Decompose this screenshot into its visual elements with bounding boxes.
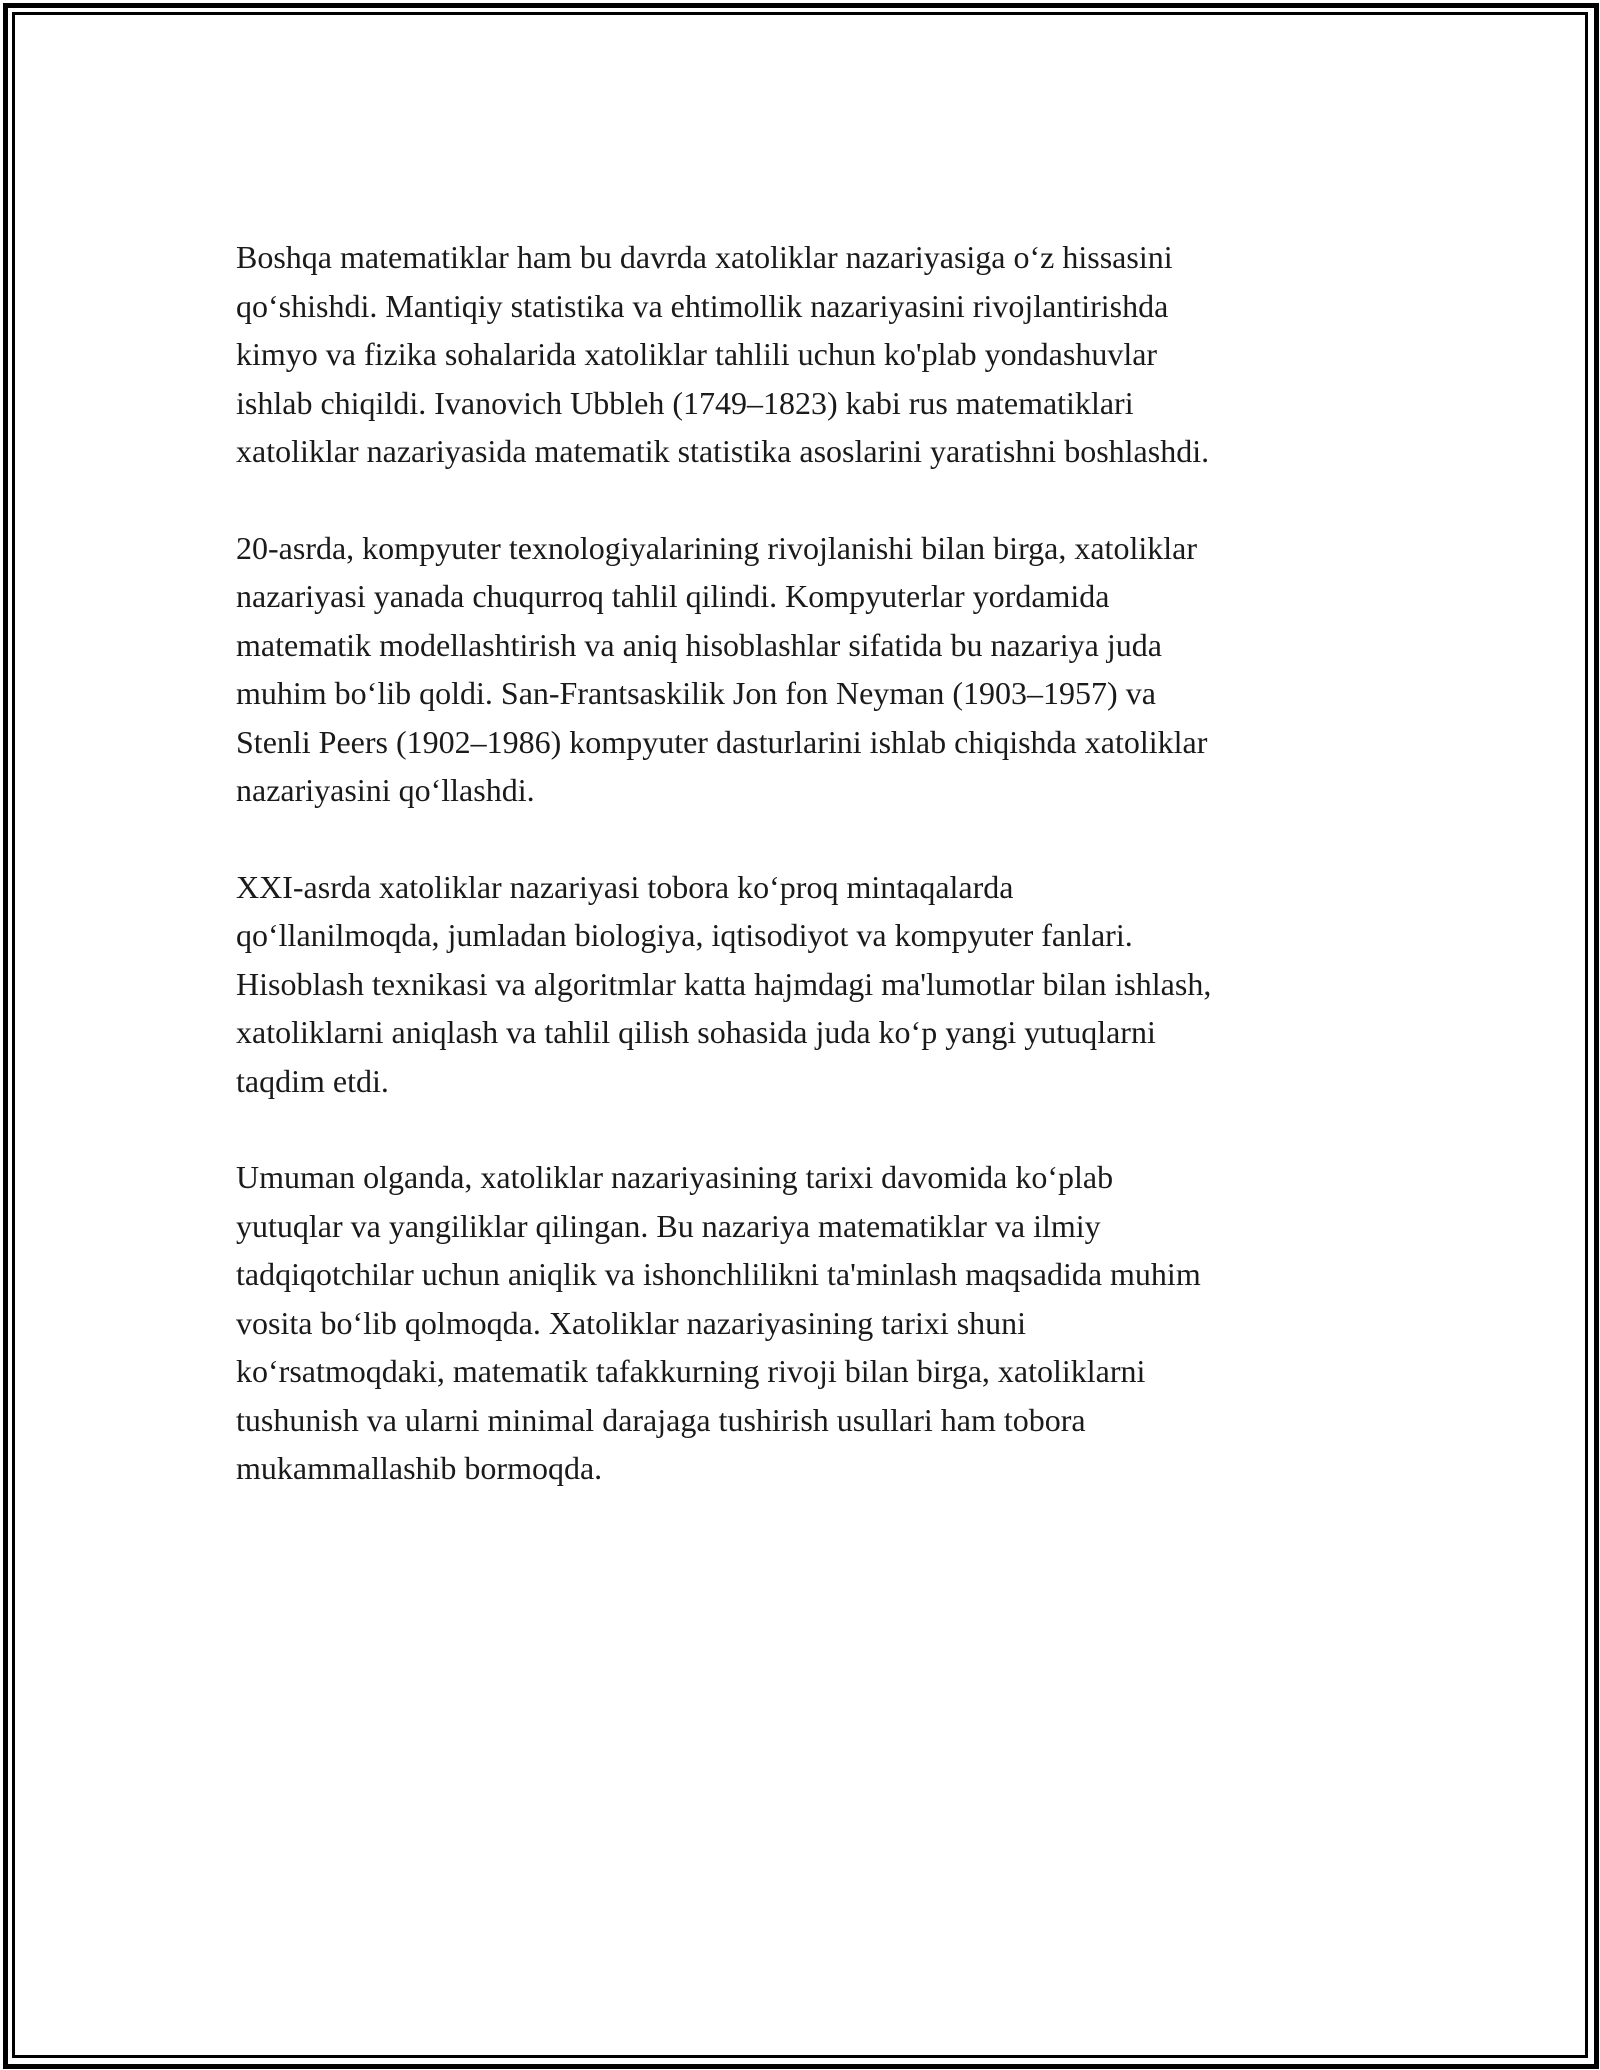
paragraph-1: Boshqa matematiklar ham bu davrda xatoliklar nazariyasiga o‘z hissasini qo‘shishdi. Mantiqiy statistika va ehtimollik nazariyasini rivojlantirishda kimyo va fizika sohalarida xatoliklar tahlili uchun ko'plab yondashuvlar ishlab chiqildi. Ivanovich Ubbleh (1749–1823) kabi rus matematiklari xatoliklar nazariyasida matematik statistika asoslarini yaratishni boshlashdi. [236,239,1210,469]
paragraph-4: Umuman olganda, xatoliklar nazariyasining tarixi davomida ko‘plab yutuqlar va yangiliklar qilingan. Bu nazariya matematiklar va ilmiy tadqiqotchilar uchun aniqlik va ishonchlilikni ta'minlash maqsadida muhim vosita bo‘lib qolmoqda. Xatoliklar nazariyasining tarixi shuni ko‘rsatmoqdaki, matematik tafakkurning rivoji bilan birga, xatoliklarni tushunish va ularni minimal darajaga tushirish usullari ham tobora mukammallashib bormoqda. [236,1159,1201,1486]
paragraph-2: 20-asrda, kompyuter texnologiyalarining rivojlanishi bilan birga, xatoliklar nazariyasi yanada chuqurroq tahlil qilindi. Kompyuterlar yordamida matematik modellashtirish va aniq hisoblashlar sifatida bu nazariya juda muhim bo‘lib qoldi. San-Frantsaskilik Jon fon Neyman (1903–1957) va Stenli Peers (1902–1986) kompyuter dasturlarini ishlab chiqishda xatoliklar nazariyasini qo‘llashdi. [236,529,1208,808]
document-body [236,233,1396,1541]
paragraph-3: XXI-asrda xatoliklar nazariyasi tobora ko‘proq mintaqalarda qo‘llanilmoqda, jumladan biologiya, iqtisodiyot va kompyuter fanlari. Hisoblash texnikasi va algoritmlar katta hajmdagi ma'lumotlar bilan ishlash, xatoliklarni aniqlash va tahlil qilish sohasida juda ko‘p yangi yutuqlarni taqdim etdi. [236,868,1212,1099]
